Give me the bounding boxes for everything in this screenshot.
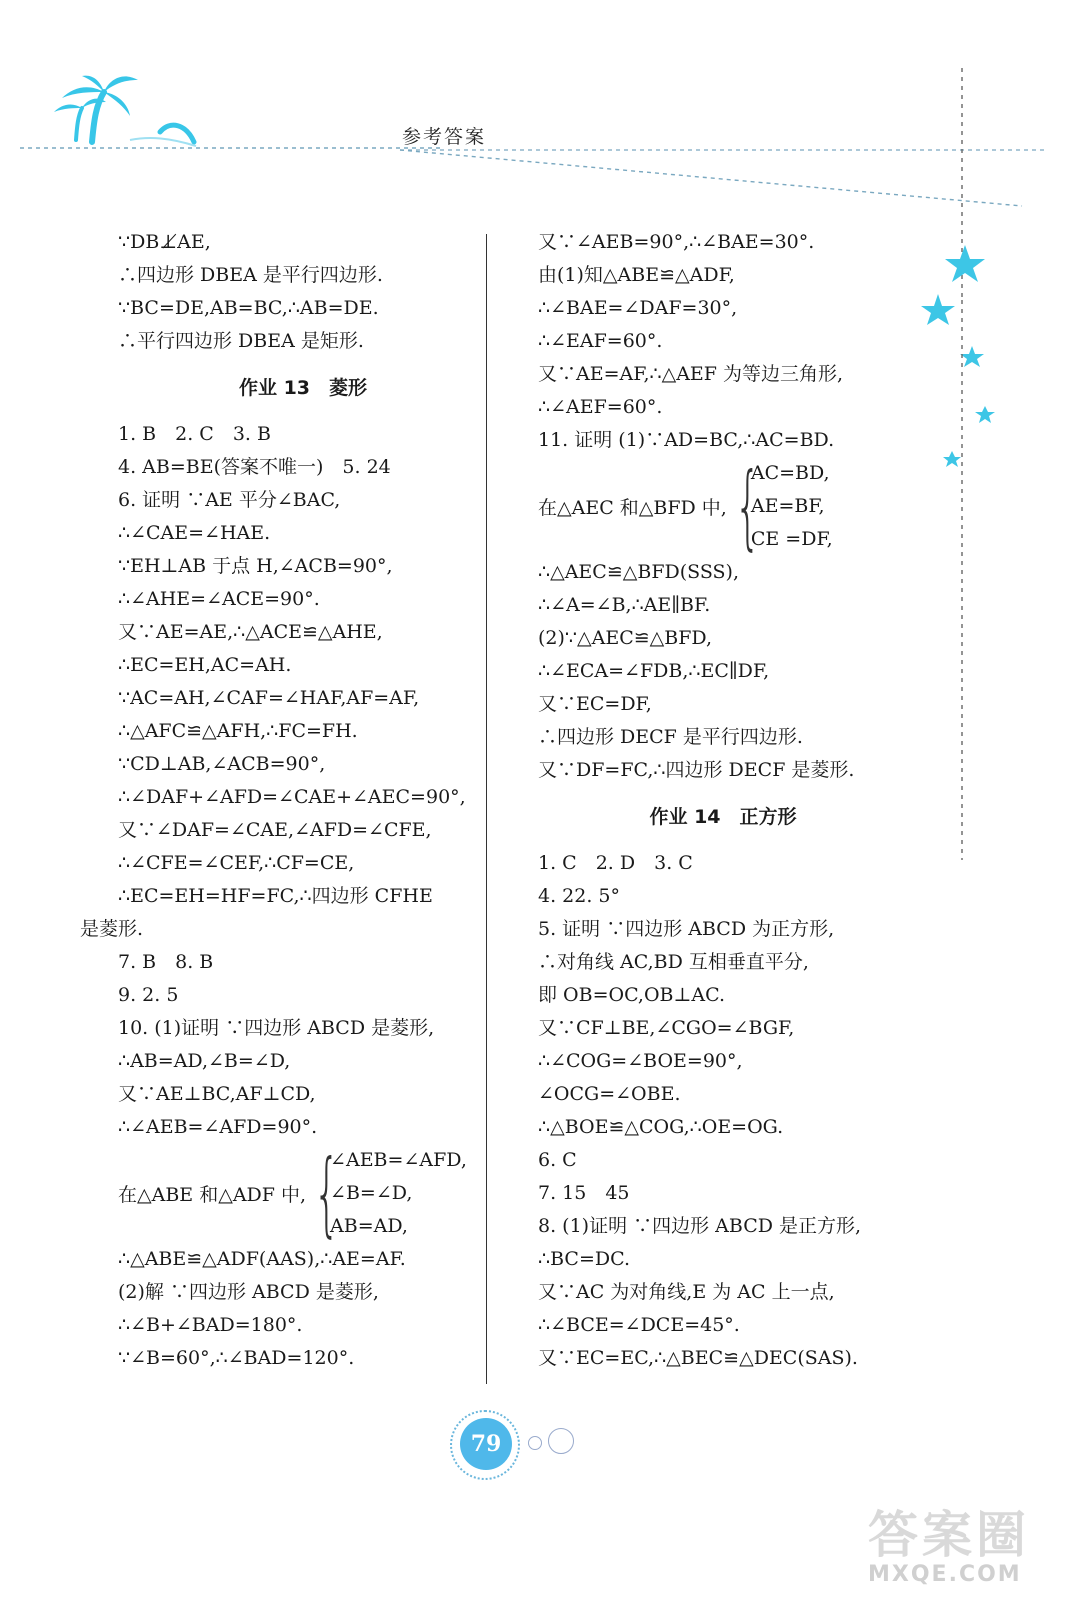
equation-system	[118, 1139, 488, 1247]
proof-line: ∵∠B=60°,∴∠BAD=120°.	[118, 1347, 355, 1369]
proof-line: ∴EC=EH,AC=AH.	[118, 654, 292, 676]
answer-line: 7. 15 45	[538, 1182, 630, 1204]
system-lead: 在△AEC 和△BFD 中,	[538, 497, 727, 519]
proof-line: ∴∠AEF=60°.	[538, 396, 663, 418]
proof-line: ∴△AFC≌△AFH,∴FC=FH.	[118, 720, 358, 742]
watermark-logo-text: 答案圈	[868, 1506, 1030, 1564]
proof-line: 5. 证明 ∵四边形 ABCD 为正方形,	[538, 918, 835, 940]
watermark	[868, 1508, 1050, 1592]
left-column	[80, 226, 488, 1375]
proof-line: ∴△AEC≌△BFD(SSS),	[538, 561, 739, 583]
proof-line: ∴∠B+∠BAD=180°.	[118, 1314, 303, 1336]
proof-line: ∴∠AEB=∠AFD=90°.	[118, 1116, 318, 1138]
proof-line: 由(1)知△ABE≌△ADF,	[538, 264, 735, 286]
proof-line: 又∵EC=EC,∴△BEC≌△DEC(SAS).	[538, 1347, 858, 1369]
proof-line: ∴AB=AD,∠B=∠D,	[118, 1050, 291, 1072]
proof-line: ∴EC=EH=HF=FC,∴四边形 CFHE	[118, 885, 433, 907]
brace-icon: {	[313, 1139, 340, 1247]
system-item: ∠AEB=∠AFD,	[330, 1149, 467, 1171]
proof-line: ∴∠DAF+∠AFD=∠CAE+∠AEC=90°,	[118, 786, 466, 808]
section-title-13: 作业 13 菱形	[238, 377, 368, 399]
proof-line: ∴∠A=∠B,∴AE∥BF.	[538, 594, 711, 616]
proof-line: ∵AC=AH,∠CAF=∠HAF,AF=AF,	[118, 687, 420, 709]
brace-icon: {	[734, 452, 761, 560]
proof-line: ∴∠AHE=∠ACE=90°.	[118, 588, 320, 610]
proof-line: ∵EH⊥AB 于点 H,∠ACB=90°,	[118, 555, 393, 577]
page-number: 79	[460, 1418, 512, 1470]
bubble-icon	[528, 1436, 542, 1450]
right-column	[538, 226, 908, 1375]
section-title-14: 作业 14 正方形	[649, 806, 797, 828]
proof-line: 10. (1)证明 ∵四边形 ABCD 是菱形,	[118, 1017, 435, 1039]
proof-line: ∴四边形 DECF 是平行四边形.	[538, 726, 803, 748]
system-item: ∠B=∠D,	[330, 1182, 413, 1204]
answer-line: 6. C	[538, 1149, 577, 1171]
answer-line: 7. B 8. B	[118, 951, 214, 973]
proof-line: 是菱形.	[80, 918, 144, 940]
watermark-url: MXQE.COM	[868, 1562, 1022, 1587]
proof-line: 又∵∠AEB=90°,∴∠BAE=30°.	[538, 231, 815, 253]
proof-line: ∵CD⊥AB,∠ACB=90°,	[118, 753, 326, 775]
proof-line: ∴∠EAF=60°.	[538, 330, 663, 352]
proof-line: ∴∠CFE=∠CEF,∴CF=CE,	[118, 852, 355, 874]
answer-line: 9. 2. 5	[118, 984, 179, 1006]
proof-line: ∴∠CAE=∠HAE.	[118, 522, 271, 544]
proof-line: ∴∠ECA=∠FDB,∴EC∥DF,	[538, 660, 770, 682]
text-line: ∴四边形 DBEA 是平行四边形.	[118, 264, 383, 286]
proof-line: (2)∵△AEC≌△BFD,	[538, 627, 713, 649]
proof-line: 又∵AE⊥BC,AF⊥CD,	[118, 1083, 316, 1105]
text-line: ∵BC=DE,AB=BC,∴AB=DE.	[118, 297, 379, 319]
text-line: ∵DB⊥̸AE,	[118, 231, 211, 253]
answer-line: 1. B 2. C 3. B	[118, 423, 271, 445]
answer-line: 1. C 2. D 3. C	[538, 852, 693, 874]
proof-line: ∴△BOE≌△COG,∴OE=OG.	[538, 1116, 784, 1138]
palm-tree-icon	[54, 76, 138, 142]
proof-line: 又∵AC 为对角线,E 为 AC 上一点,	[538, 1281, 835, 1303]
proof-line: ∴BC=DC.	[538, 1248, 630, 1270]
bubble-icon	[548, 1428, 574, 1454]
answer-line: 4. AB=BE(答案不唯一) 5. 24	[118, 456, 391, 478]
equation-system	[538, 452, 908, 560]
proof-line: 即 OB=OC,OB⊥AC.	[538, 984, 726, 1006]
system-item: AB=AD,	[330, 1215, 408, 1237]
text-line: ∴平行四边形 DBEA 是矩形.	[118, 330, 364, 352]
proof-line: 11. 证明 (1)∵AD=BC,∴AC=BD.	[538, 429, 835, 451]
proof-line: 又∵DF=FC,∴四边形 DECF 是菱形.	[538, 759, 855, 781]
proof-line: 又∵AE=AE,∴△ACE≌△AHE,	[118, 621, 383, 643]
proof-line: 又∵EC=DF,	[538, 693, 652, 715]
proof-line: (2)解 ∵四边形 ABCD 是菱形,	[118, 1281, 379, 1303]
answer-line: 6. 证明 ∵AE 平分∠BAC,	[118, 489, 341, 511]
proof-line: 又∵AE=AF,∴△AEF 为等边三角形,	[538, 363, 844, 385]
proof-line: ∠OCG=∠OBE.	[538, 1083, 681, 1105]
proof-line: 又∵∠DAF=∠CAE,∠AFD=∠CFE,	[118, 819, 432, 841]
proof-line: ∴∠COG=∠BOE=90°,	[538, 1050, 743, 1072]
system-lead: 在△ABE 和△ADF 中,	[118, 1184, 307, 1206]
system-item: CE =DF,	[750, 528, 833, 550]
proof-line: ∴∠BAE=∠DAF=30°,	[538, 297, 738, 319]
system-item: AE=BF,	[750, 495, 825, 517]
system-item: AC=BD,	[750, 462, 830, 484]
answer-line: 4. 22. 5°	[538, 885, 621, 907]
proof-line: ∴对角线 AC,BD 互相垂直平分,	[538, 951, 809, 973]
proof-line: ∴△ABE≌△ADF(AAS),∴AE=AF.	[118, 1248, 406, 1270]
proof-line: ∴∠BCE=∠DCE=45°.	[538, 1314, 740, 1336]
proof-line: 8. (1)证明 ∵四边形 ABCD 是正方形,	[538, 1215, 862, 1237]
proof-line: 又∵CF⊥BE,∠CGO=∠BGF,	[538, 1017, 795, 1039]
header-title: 参考答案	[402, 126, 487, 148]
